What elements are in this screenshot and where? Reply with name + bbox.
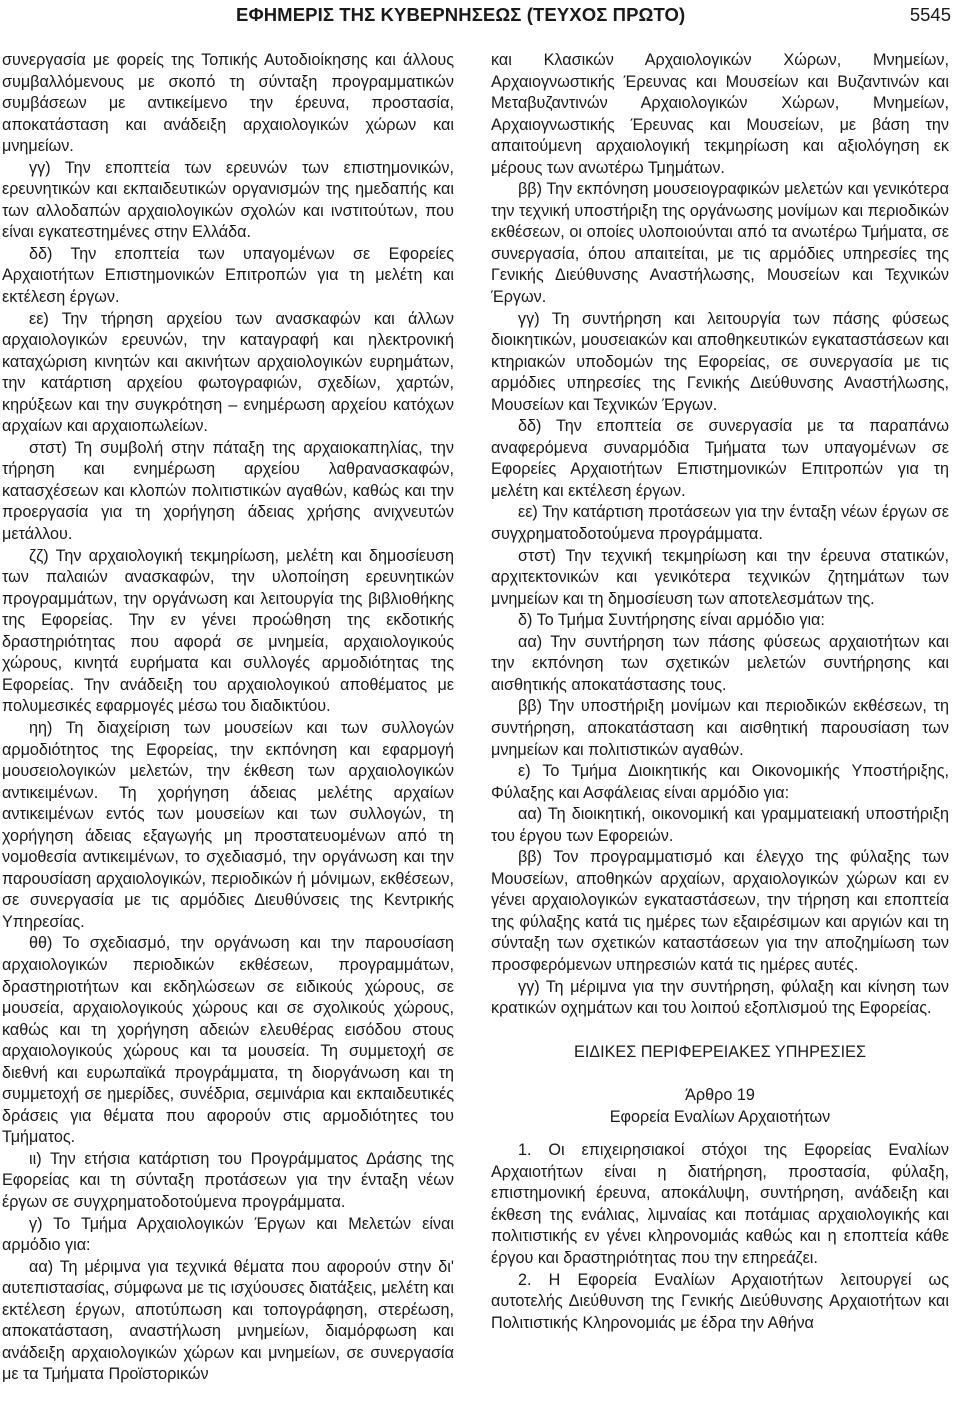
- paragraph: ββ) Την εκπόνηση μουσειογραφικών μελετών και γενικότερα την τεχνική υποστήριξη της οργάνωσης μονίμων και περιοδικών εκθέσεων, οι οποίες υλοποιούνται από τα ανωτέρω Τμήματα, σε συνεργασία, όπου απαιτείται, με τις αρμόδιες υπηρεσίες της Γενικής Διεύθυνσης Αναστήλωσης, Μουσείων και Τεχνικών Έργων.: [491, 180, 949, 307]
- article-paragraph: 2. Η Εφορεία Εναλίων Αρχαιοτήτων λειτουργεί ως αυτοτελής Διεύθυνση της Γενικής Διεύθυνσης Αρχαιοτήτων και Πολιτιστικής Κληρονομιάς με έδρα την Αθήνα: [491, 1270, 949, 1332]
- paragraph: ιι) Την ετήσια κατάρτιση του Προγράμματος Δράσης της Εφορείας και τη σύνταξη προτάσεων για την ένταξη νέων έργων σε συγχρηματοδοτούμενα προγράμματα.: [2, 1149, 454, 1211]
- paragraph: εε) Την κατάρτιση προτάσεων για την ένταξη νέων έργων σε συγχρηματοδοτούμενα προγράμματα.: [491, 503, 949, 544]
- paragraph: συνεργασία με φορείς της Τοπικής Αυτοδιοίκησης και άλλους συμβαλλόμενους με σκοπό τη σύνταξη προγραμματικών συμβάσεων με αντικείμενο την έρευνα, προστασία, αποκατάσταση και ανάδειξη αρχαιολογικών χώρων και μνημείων.: [2, 51, 454, 156]
- paragraph: ε) Το Τμήμα Διοικητικής και Οικονομικής Υποστήριξης, Φύλαξης και Ασφάλειας είναι αρμόδιο για:: [491, 762, 949, 802]
- paragraph: γγ) Τη μέριμνα για την συντήρηση, φύλαξη και κίνηση των κρατικών οχημάτων και του λοιπού εξοπλισμού της Εφορείας.: [491, 977, 949, 1018]
- paragraph: εε) Την τήρηση αρχείου των ανασκαφών και άλλων αρχαιολογικών ερευνών, την καταγραφή και ηλεκτρονική καταχώριση κινητών και ακινήτων αρχαιολογικών ευρημάτων, την κατάρτιση αρχείου φωτογραφιών, σχεδίων, χαρτών, κηρύξεων και την συγκρότηση – ενημέρωση αρχείου κατόχων αρχαίων και αρχαιοπωλείων.: [2, 309, 454, 436]
- page-number: 5545: [909, 4, 951, 25]
- paragraph: γ) Το Τμήμα Αρχαιολογικών Έργων και Μελετών είναι αρμόδιο για:: [2, 1214, 454, 1255]
- gazette-title: ΕΦΗΜΕΡΙΣ ΤΗΣ ΚΥΒΕΡΝΗΣΕΩΣ (ΤΕΥΧΟΣ ΠΡΩΤΟ): [236, 4, 686, 25]
- paragraph: ζζ) Την αρχαιολογική τεκμηρίωση, μελέτη και δημοσίευση των παλαιών ανασκαφών, την υλοποίηση ερευνητικών προγραμμάτων, την οργάνωση και λειτουργία της βιβλιοθήκης της Εφορείας. Την εν γένει προώθηση της εκδοτικής δραστηριότητας που αφορά σε μνημεία, αρχαιολογικούς χώρους, κινητά ευρήματα και συλλογές αρμοδιότητας της Εφορείας. Την ανάδειξη του αρχαιολογικού αποθέματος με πολυμεσικές εφαρμογές μέσω του διαδικτύου.: [2, 546, 454, 716]
- paragraph: θθ) Το σχεδιασμό, την οργάνωση και την παρουσίαση αρχαιολογικών περιοδικών εκθέσεων, προγραμμάτων, δραστηριοτήτων και εκδηλώσεων σε ειδικούς χώρους, σε μουσεία, αρχαιολογικούς χώρους και σε σχολικούς χώρους, καθώς και τη χορήγηση αδειών ελευθέρας εισόδου στους αρχαιολογικούς χώρους και τα μουσεία. Τη συμμετοχή σε διεθνή και ευρωπαϊκά προγράμματα, τη διοργάνωση και τη συμμετοχή σε ημερίδες, συνέδρια, σεμινάρια και εκπαιδευτικές δράσεις για θέματα που αφορούν στις αρμοδιότητες του Τμήματος.: [2, 934, 454, 1147]
- paragraph: ββ) Τον προγραμματισμό και έλεγχο της φύλαξης των Μουσείων, αποθηκών αρχαίων, αρχαιολογικών χώρων και εν γένει αρχαιολογικών εγκαταστάσεων, την τήρηση και εποπτεία της φύλαξης κατά τις ημέρες των εξαιρέσιμων και αργιών και τη σύνταξη των σχετικών καταστάσεων για την αποζημίωση των προσφερόμενων υπηρεσιών κατά τις ημέρες αυτές.: [491, 848, 949, 974]
- paragraph: δδ) Την εποπτεία των υπαγομένων σε Εφορείες Αρχαιοτήτων Επιστημονικών Επιτροπών για τη μελέτη και εκτέλεση έργων.: [2, 244, 454, 307]
- article-number: Άρθρο 19: [685, 1086, 755, 1105]
- paragraph: αα) Τη μέριμνα για τεχνικά θέματα που αφορούν στην δι' αυτεπιστασίας, σύμφωνα με τις ισχύουσες διατάξεις, μελέτη και εκτέλεση έργων, αποτύπωση και τοπογράφηση, στερέωση, αποκατάσταση, αναστήλωση μνημείων, διαμόρφωση και ανάδειξη αρχαιολογικών χώρων και μνημείων, σε συνεργασία με τα Τμήματα Προϊστορικών: [2, 1257, 454, 1384]
- paragraph: αα) Τη διοικητική, οικονομική και γραμματειακή υποστήριξη του έργου των Εφορειών.: [491, 805, 949, 845]
- paragraph: και Κλασικών Αρχαιολογικών Χώρων, Μνημείων, Αρχαιογνωστικής Έρευνας και Μουσείων και Βυζαντινών και Μεταβυζαντινών Αρχαιολογικών Χώρων, Μνημείων, Αρχαιογνωστικής Έρευνας και Μουσείων, με βάση την απαιτούμενη αρχαιολογική τεκμηρίωση και αξιολόγηση εκ μέρους των ανωτέρω Τμημάτων.: [491, 51, 949, 177]
- paragraph: αα) Την συντήρηση των πάσης φύσεως αρχαιοτήτων και την εκπόνηση των σχετικών μελετών συντήρησης και αισθητικής αποκατάστασης τους.: [491, 632, 949, 694]
- paragraph: γγ) Την εποπτεία των ερευνών των επιστημονικών, ερευνητικών και εκπαιδευτικών οργανισμών της ημεδαπής και των αλλοδαπών αρχαιολογικών σχολών και ινστιτούτων, που είναι εγκατεστημένες στην Ελλάδα.: [2, 158, 454, 242]
- paragraph: ββ) Την υποστήριξη μονίμων και περιοδικών εκθέσεων, τη συντήρηση, αποκατάσταση και αισθητική παρουσίαση των μνημείων και πολιτιστικών αγαθών.: [491, 697, 949, 759]
- paragraph: δδ) Την εποπτεία σε συνεργασία με τα παραπάνω αναφερόμενα συναρμόδια Τμήματα των υπαγομένων σε Εφορείες Αρχαιοτήτων Επιστημονικών Επιτροπών για τη μελέτη και εκτέλεση έργων.: [491, 417, 949, 500]
- right-column: [491, 50, 949, 1334]
- page-header: [0, 0, 960, 30]
- paragraph: γγ) Τη συντήρηση και λειτουργία των πάσης φύσεως διοικητικών, μουσειακών και αποθηκευτικών εγκαταστάσεων και κτηριακών υποδομών της Εφορείας, σε συνεργασία με τις αρμόδιες υπηρεσίες της Γενικής Διεύθυνσης Αναστήλωσης, Μουσείων και Τεχνικών Έργων.: [491, 309, 949, 414]
- article-title: Εφορεία Εναλίων Αρχαιοτήτων: [609, 1107, 831, 1126]
- paragraph: στστ) Την τεχνική τεκμηρίωση και την έρευνα στατικών, αρχιτεκτονικών και γενικότερα τεχνικών ζητημάτων των μνημείων και τη δημοσίευση των αποτελεσμάτων της.: [491, 546, 949, 608]
- paragraph: δ) Το Τμήμα Συντήρησης είναι αρμόδιο για:: [518, 611, 825, 630]
- paragraph: στστ) Τη συμβολή στην πάταξη της αρχαιοκαπηλίας, την τήρηση και ενημέρωση αρχείου λαθρανασκαφών, κατασχέσεων και κλοπών πολιτιστικών αγαθών, καθώς και την προεργασία για τη χορήγηση άδειας χρήσης ανιχνευτών μετάλλου.: [2, 438, 454, 544]
- paragraph: ηη) Τη διαχείριση των μουσείων και των συλλογών αρμοδιότητος της Εφορείας, την εκπόνηση και εφαρμογή μουσειολογικών μελετών, την έκθεση των αρχαιολογικών αντικειμένων. Τη χορήγηση άδειας μελέτης αρχαίων αντικειμένων εντός των μουσείων και των συλλογών, τη χορήγηση άδειας εξαγωγής μη προστατευομένων από τη νομοθεσία αντικειμένων, το σχεδιασμό, την οργάνωση και την παρουσίαση αρχαιολογικών, περιοδικών ή μόνιμων, εκθέσεων, σε συνεργασία με τις αρμόδιες Διευθύνσεις της Κεντρικής Υπηρεσίας.: [2, 718, 454, 931]
- section-heading: ΕΙΔΙΚΕΣ ΠΕΡΙΦΕΡΕΙΑΚΕΣ ΥΠΗΡΕΣΙΕΣ: [574, 1042, 866, 1061]
- article-paragraph: 1. Οι επιχειρησιακοί στόχοι της Εφορείας Εναλίων Αρχαιοτήτων είναι η διατήρηση, προστασία, φύλαξη, επιστημονική έρευνα, αποκάλυψη, συντήρηση, ανάδειξη και έκθεση της ενάλιας, λιμναίας και ποτάμιας αρχαιολογικής και πολιτιστικής εν γένει κληρονομιάς καθώς και η εποπτεία κάθε έργου και δραστηριότητας που την επηρεάζει.: [491, 1141, 949, 1267]
- left-column: [2, 50, 454, 1386]
